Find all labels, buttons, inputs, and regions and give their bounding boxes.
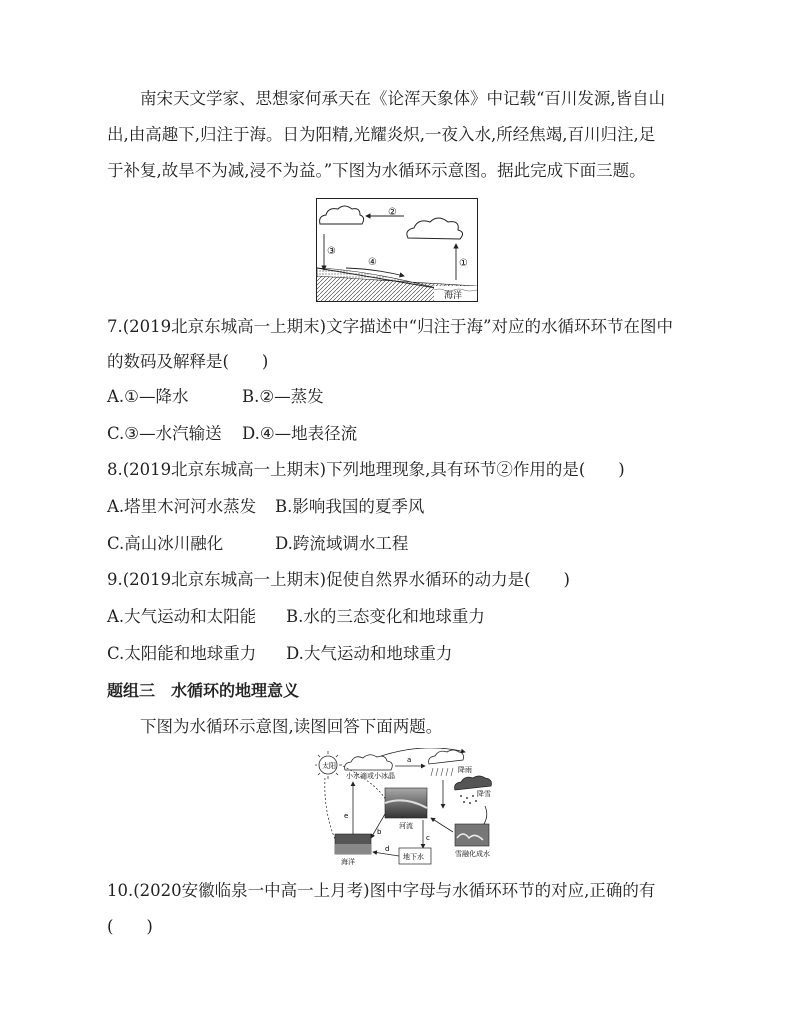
cloud-droplets <box>345 755 393 770</box>
q7-option-b[interactable]: B.②—蒸发 <box>242 387 324 406</box>
label-b: b <box>377 828 382 836</box>
q9-option-d[interactable]: D.大气运动和地球重力 <box>286 644 453 663</box>
label-1: ① <box>459 258 468 269</box>
q9-option-b[interactable]: B.水的三态变化和地球重力 <box>286 607 485 626</box>
label-droplets: 小水滴或小冰晶 <box>346 772 395 780</box>
label-snow: 降雪 <box>477 790 491 798</box>
q10-stem-line-2: ( ) <box>107 917 153 936</box>
q7-option-c[interactable]: C.③—水汽输送 <box>107 424 222 443</box>
cloud-snow <box>455 776 492 790</box>
q8-option-d[interactable]: D.跨流域调水工程 <box>275 534 409 553</box>
intro-line-3: 于补复,故旱不为减,浸不为益。”下图为水循环示意图。据此完成下面三题。 <box>107 161 646 180</box>
q8-option-a[interactable]: A.塔里木河河水蒸发 <box>107 497 257 516</box>
q9-option-a[interactable]: A.大气运动和太阳能 <box>107 607 257 626</box>
label-ocean: 海洋 <box>444 291 463 301</box>
q10-stem-line-1: 10.(2020安徽临泉一中高一上月考)图中字母与水循环环节的对应,正确的有 <box>107 881 656 900</box>
q8-option-b[interactable]: B.影响我国的夏季风 <box>275 497 425 516</box>
intro2-text: 下图为水循环示意图,读图回答下面两题。 <box>140 717 443 736</box>
label-c: c <box>426 834 430 842</box>
q8-stem: 8.(2019北京东城高一上期末)下列地理现象,具有环节②作用的是( ) <box>107 460 625 479</box>
q7-option-a[interactable]: A.①—降水 <box>107 387 189 406</box>
label-river: 河流 <box>399 822 413 830</box>
q9-stem: 9.(2019北京东城高一上期末)促使自然界水循环的动力是( ) <box>107 570 570 589</box>
label-3: ③ <box>327 246 336 257</box>
label-ocean2: 海洋 <box>341 858 355 866</box>
label-sun: 太阳 <box>322 762 336 770</box>
label-a: a <box>407 756 412 764</box>
q9-option-c[interactable]: C.太阳能和地球重力 <box>107 644 257 663</box>
label-e: e <box>344 812 349 820</box>
label-rain: 降雨 <box>458 766 472 774</box>
water-cycle-diagram-1 <box>316 198 478 302</box>
label-2: ② <box>388 207 397 218</box>
river-image <box>385 788 427 818</box>
sun-icon <box>315 751 342 779</box>
section-title: 题组三 水循环的地理意义 <box>107 681 300 700</box>
intro-line-1: 南宋天文学家、思想家何承天在《论浑天象体》中记载“百川发源,皆自山 <box>140 89 666 108</box>
cloud-rain <box>429 750 464 764</box>
label-melt: 雪融化成水 <box>455 850 490 858</box>
q7-option-d[interactable]: D.④—地表径流 <box>242 424 358 443</box>
q7-stem-line-1: 7.(2019北京东城高一上期末)文字描述中“归注于海”对应的水循环环节在图中 <box>107 317 673 336</box>
intro-line-2: 出,由高趣下,归注于海。日为阳精,光耀炎炽,一夜入水,所经焦竭,百川归注,足 <box>107 125 656 144</box>
q8-option-c[interactable]: C.高山冰川融化 <box>107 534 224 553</box>
label-4: ④ <box>368 257 377 268</box>
label-d: d <box>385 845 390 853</box>
label-groundwater: 地下水 <box>403 853 424 861</box>
q7-stem-line-2: 的数码及解释是( ) <box>107 352 269 371</box>
water-cycle-diagram-2 <box>315 748 499 868</box>
